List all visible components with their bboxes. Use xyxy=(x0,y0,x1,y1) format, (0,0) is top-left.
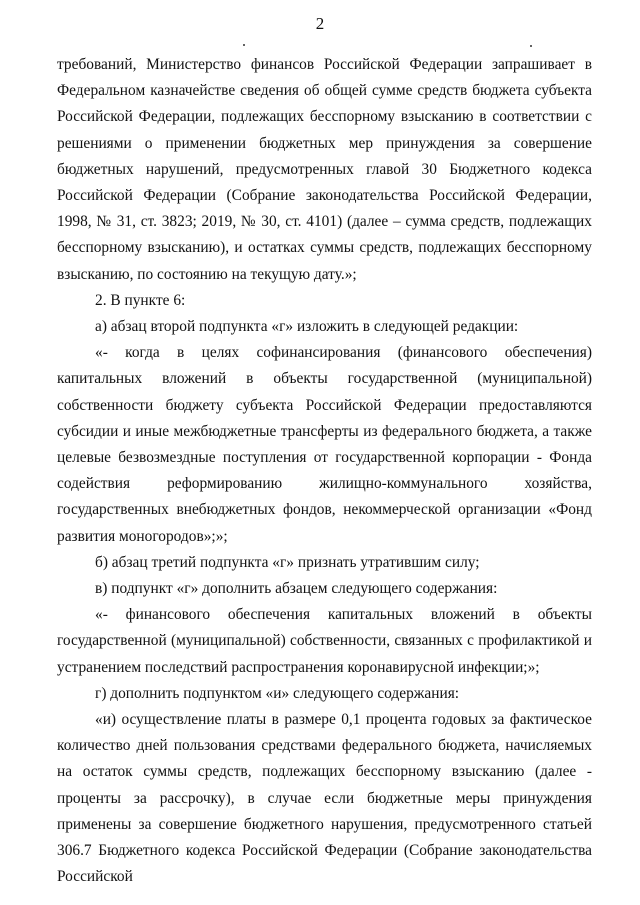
paragraph-continuation: требований, Министерство финансов Российской Федерации запрашивает в Федеральном казначействе сведения об общей сумме средств бюджета субъекта Российской Федерации, подлежащих бесспорному взысканию в соответствии с решениями о применении бюджетных мер принуждения за совершение бюджетных нарушений, предусмотренных главой 30 Бюджетного кодекса Российской Федерации (Собрание законодательства Российской Федерации, 1998, № 31, ст. 3823; 2019, № 30, ст. 4101) (далее – сумма средств, подлежащих бесспорному взысканию), и остатках суммы средств, подлежащих бесспорному взысканию, по состоянию на текущую дату.»; xyxy=(57,56,592,283)
document-body xyxy=(57,52,592,891)
paragraph-subitem-b: б) абзац третий подпункта «г» признать утратившим силу; xyxy=(95,553,480,571)
paragraph-item-2: 2. В пункте 6: xyxy=(95,291,186,309)
paragraph-subitem-v: в) подпункт «г» дополнить абзацем следующего содержания: xyxy=(95,580,498,598)
paragraph-subitem-a: а) абзац второй подпункта «г» изложить в следующей редакции: xyxy=(95,318,519,336)
scan-speck xyxy=(530,45,532,47)
paragraph-subitem-g: г) дополнить подпунктом «и» следующего содержания: xyxy=(95,684,460,702)
paragraph-quote-a: «- когда в целях софинансирования (финансового обеспечения) капитальных вложений в объекты государственной (муниципальной) собственности бюджету субъекта Российской Федерации предоставляются субсидии и иные межбюджетные трансферты из федерального бюджета, а также целевые безвозмездные поступления от государственной корпорации - Фонда содействия реформированию жилищно-коммунального хозяйства, государственных внебюджетных фондов, некоммерческой организации «Фонд развития моногородов»;»; xyxy=(57,344,592,545)
page-number: 2 xyxy=(315,14,325,33)
paragraph-quote-g: «и) осуществление платы в размере 0,1 процента годовых за фактическое количество дней пользования средствами федерального бюджета, начисляемых на остаток суммы средств, подлежащих бесспорному взысканию (далее - проценты за рассрочку), в случае если бюджетные меры принуждения применены за совершение бюджетного нарушения, предусмотренного статьей 306.7 Бюджетного кодекса Российской Федерации (Собрание законодательства Российской xyxy=(57,711,592,886)
scan-speck xyxy=(243,44,245,46)
paragraph-quote-v: «- финансового обеспечения капитальных вложений в объекты государственной (муниципальной) собственности, связанных с профилактикой и устранением последствий распространения коронавирусной инфекции;»; xyxy=(57,606,592,676)
